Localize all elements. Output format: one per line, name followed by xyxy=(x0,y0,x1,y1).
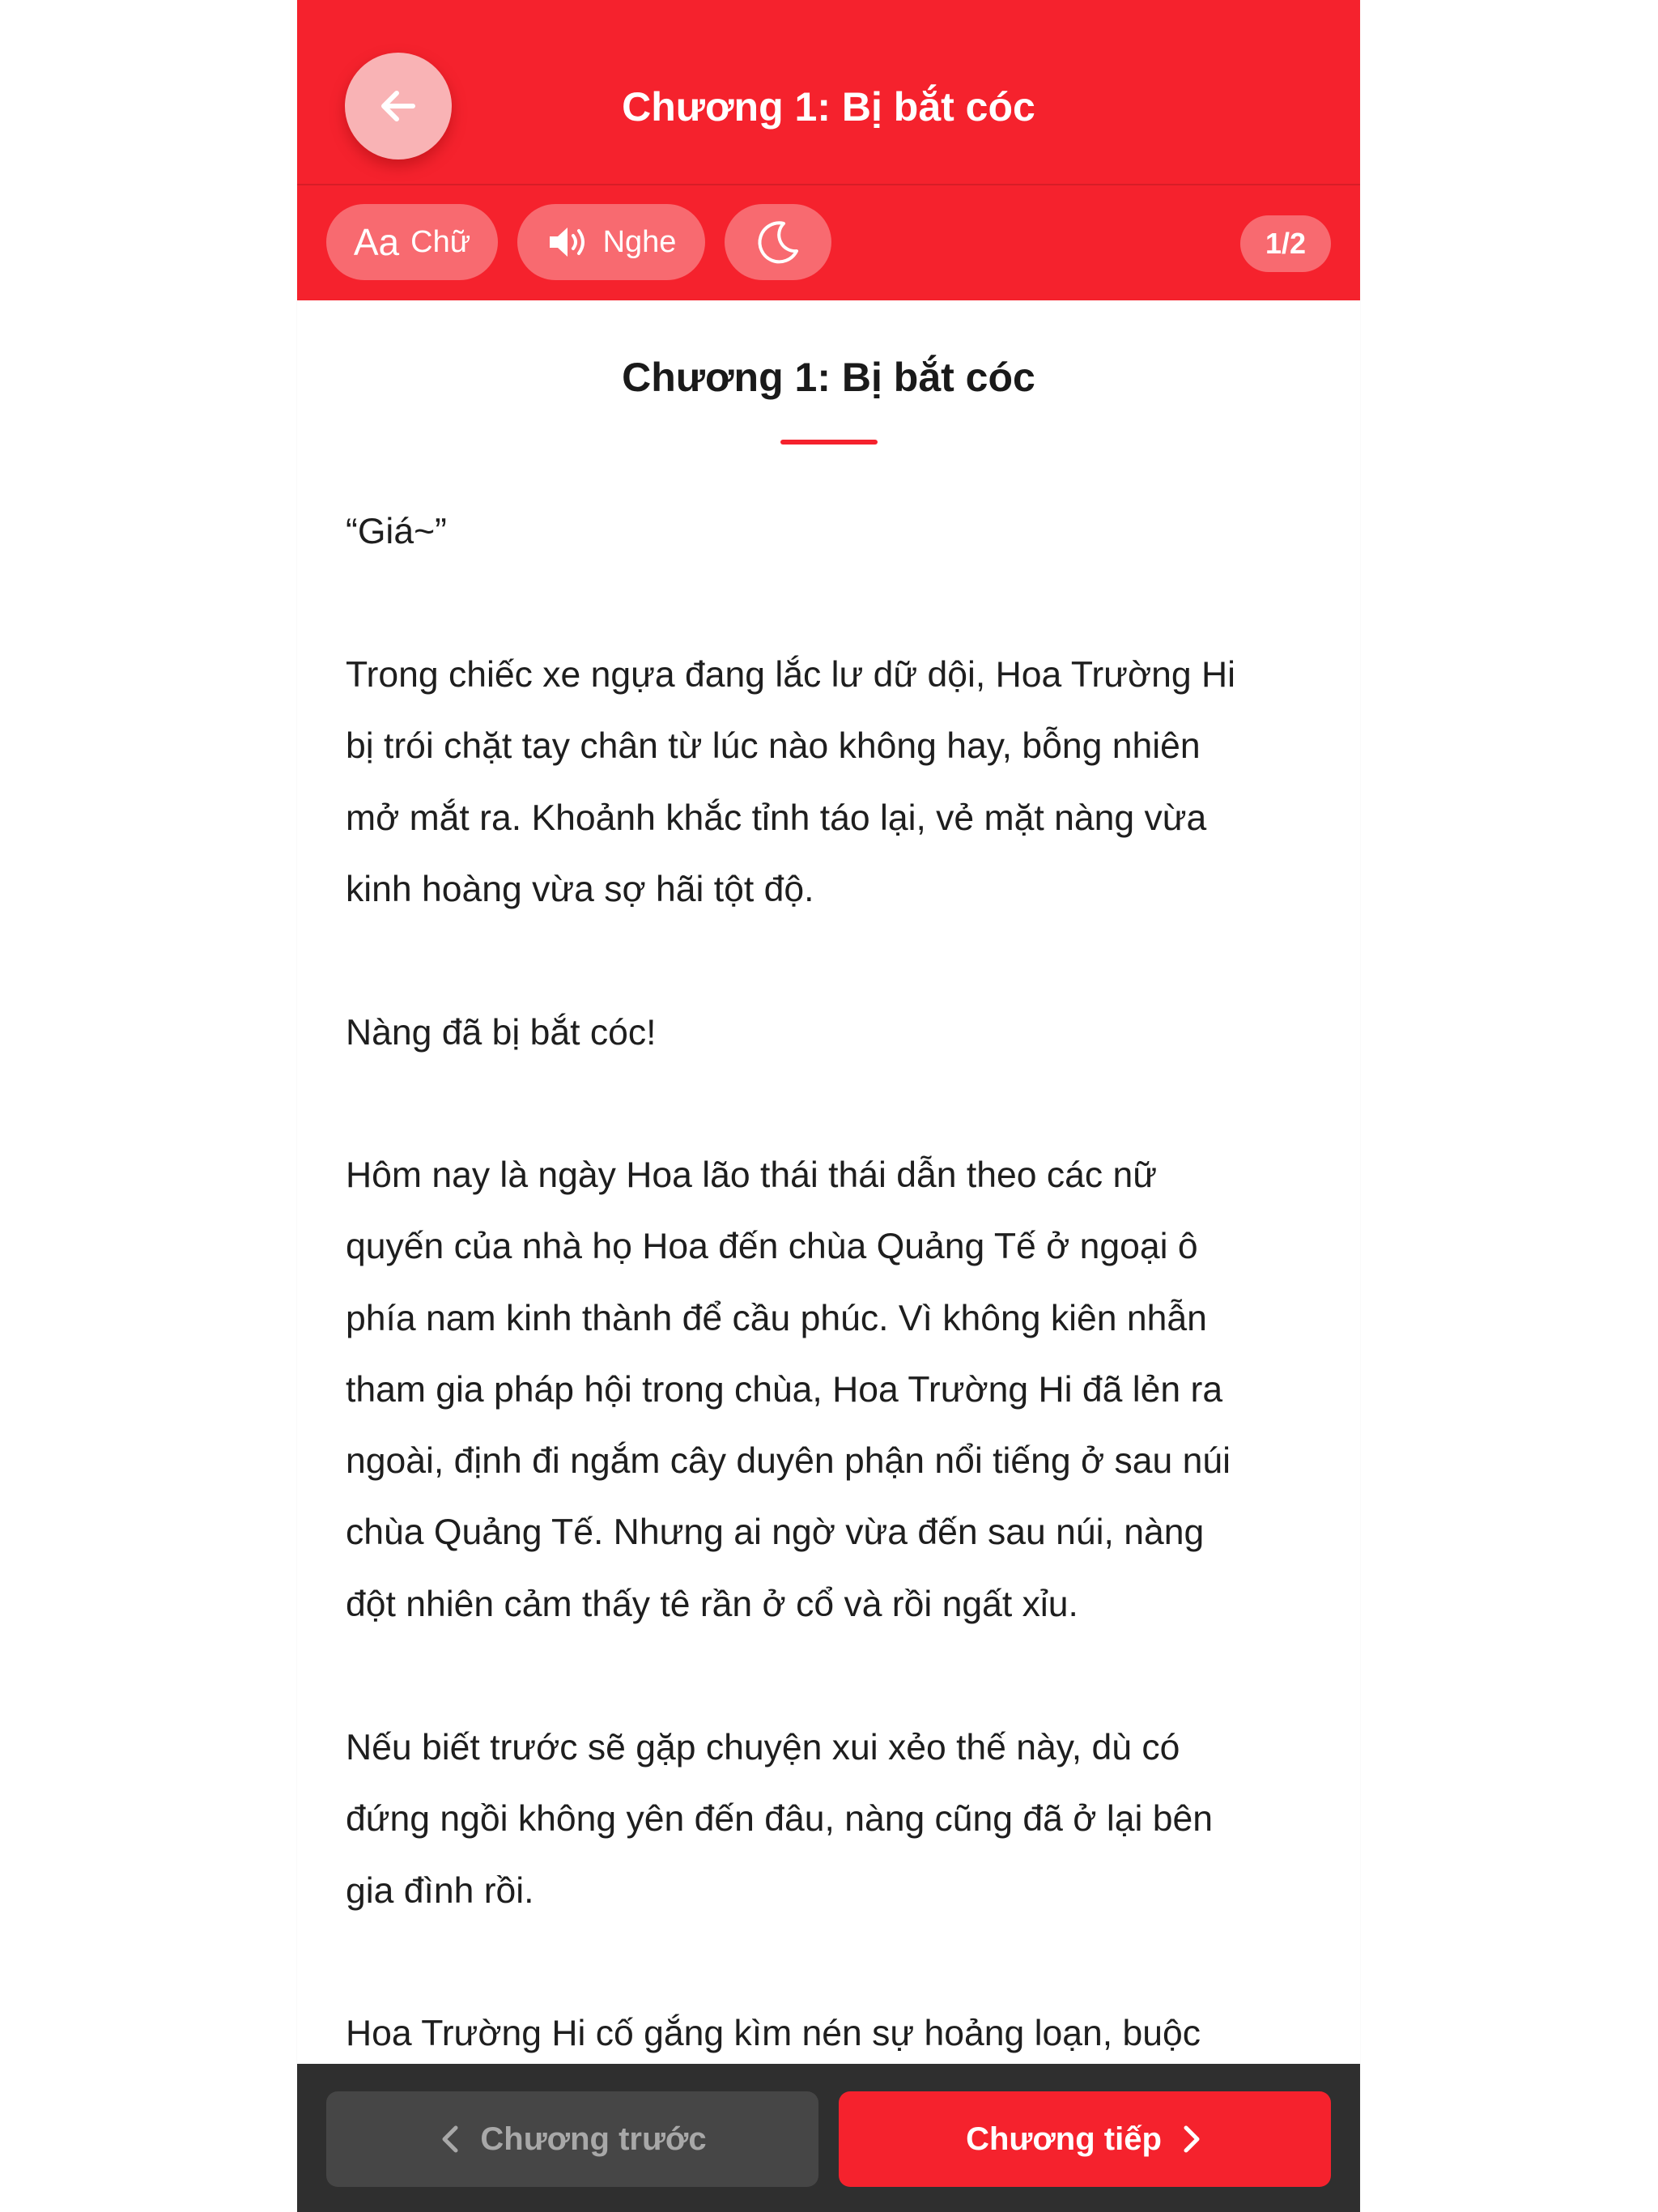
previous-chapter-button[interactable] xyxy=(326,2091,818,2187)
paragraph: “Giá~” xyxy=(346,512,447,551)
paragraph: Nếu biết trước sẽ gặp chuyện xui xẻo thế này, dù có đứng ngồi không yên đến đâu, nàng cũng đã ở lại bên gia đình rồi. xyxy=(346,1728,1213,1911)
reader-screen xyxy=(297,0,1360,2212)
header-title: Chương 1: Bị bắt cóc xyxy=(622,84,1035,130)
moon-icon xyxy=(755,219,801,266)
next-chapter-label: Chương tiếp xyxy=(966,2121,1162,2157)
title-row xyxy=(297,0,1360,185)
night-mode-button[interactable] xyxy=(725,204,831,280)
bottom-nav xyxy=(297,2064,1360,2212)
page-indicator: 1/2 xyxy=(1240,215,1331,272)
font-settings-button[interactable] xyxy=(326,204,498,280)
speaker-icon xyxy=(546,223,592,262)
next-chapter-button[interactable] xyxy=(839,2091,1331,2187)
listen-button-label: Nghe xyxy=(602,224,677,259)
previous-chapter-label: Chương trước xyxy=(480,2121,707,2157)
paragraph: Trong chiếc xe ngựa đang lắc lư dữ dội, Hoa Trường Hi bị trói chặt tay chân từ lúc nào không hay, bỗng nhiên mở mắt ra. Khoảnh khắc tỉnh táo lại, vẻ mặt nàng vừa kinh hoàng vừa sợ hãi tột độ. xyxy=(346,655,1236,909)
paragraph: Hoa Trường Hi cố gắng kìm nén sự hoảng loạn, buộc xyxy=(346,2014,1201,2053)
reader-toolbar xyxy=(297,185,1360,300)
title-divider xyxy=(780,440,878,445)
top-header xyxy=(297,0,1360,300)
paragraph: Nàng đã bị bắt cóc! xyxy=(346,1013,657,1053)
font-size-icon: Aa xyxy=(353,221,400,263)
chapter-title: Chương 1: Bị bắt cóc xyxy=(622,355,1035,400)
listen-button[interactable] xyxy=(517,204,705,280)
chapter-content[interactable] xyxy=(297,300,1360,2064)
chevron-right-icon xyxy=(1180,2123,1204,2155)
chevron-left-icon xyxy=(438,2123,462,2155)
paragraph: Hôm nay là ngày Hoa lão thái thái dẫn theo các nữ quyến của nhà họ Hoa đến chùa Quảng Tế ở ngoại ô phía nam kinh thành để cầu phúc. Vì không kiên nhẫn tham gia pháp hội trong chùa, Hoa Trường Hi đã lẻn ra ngoài, định đi ngắm cây duyên phận nổi tiếng ở sau núi chùa Quảng Tế. Nhưng ai ngờ vừa đến sau núi, nàng đột nhiên cảm thấy tê rần ở cổ và rồi ngất xỉu. xyxy=(346,1155,1231,1624)
font-button-label: Chữ xyxy=(410,224,471,259)
